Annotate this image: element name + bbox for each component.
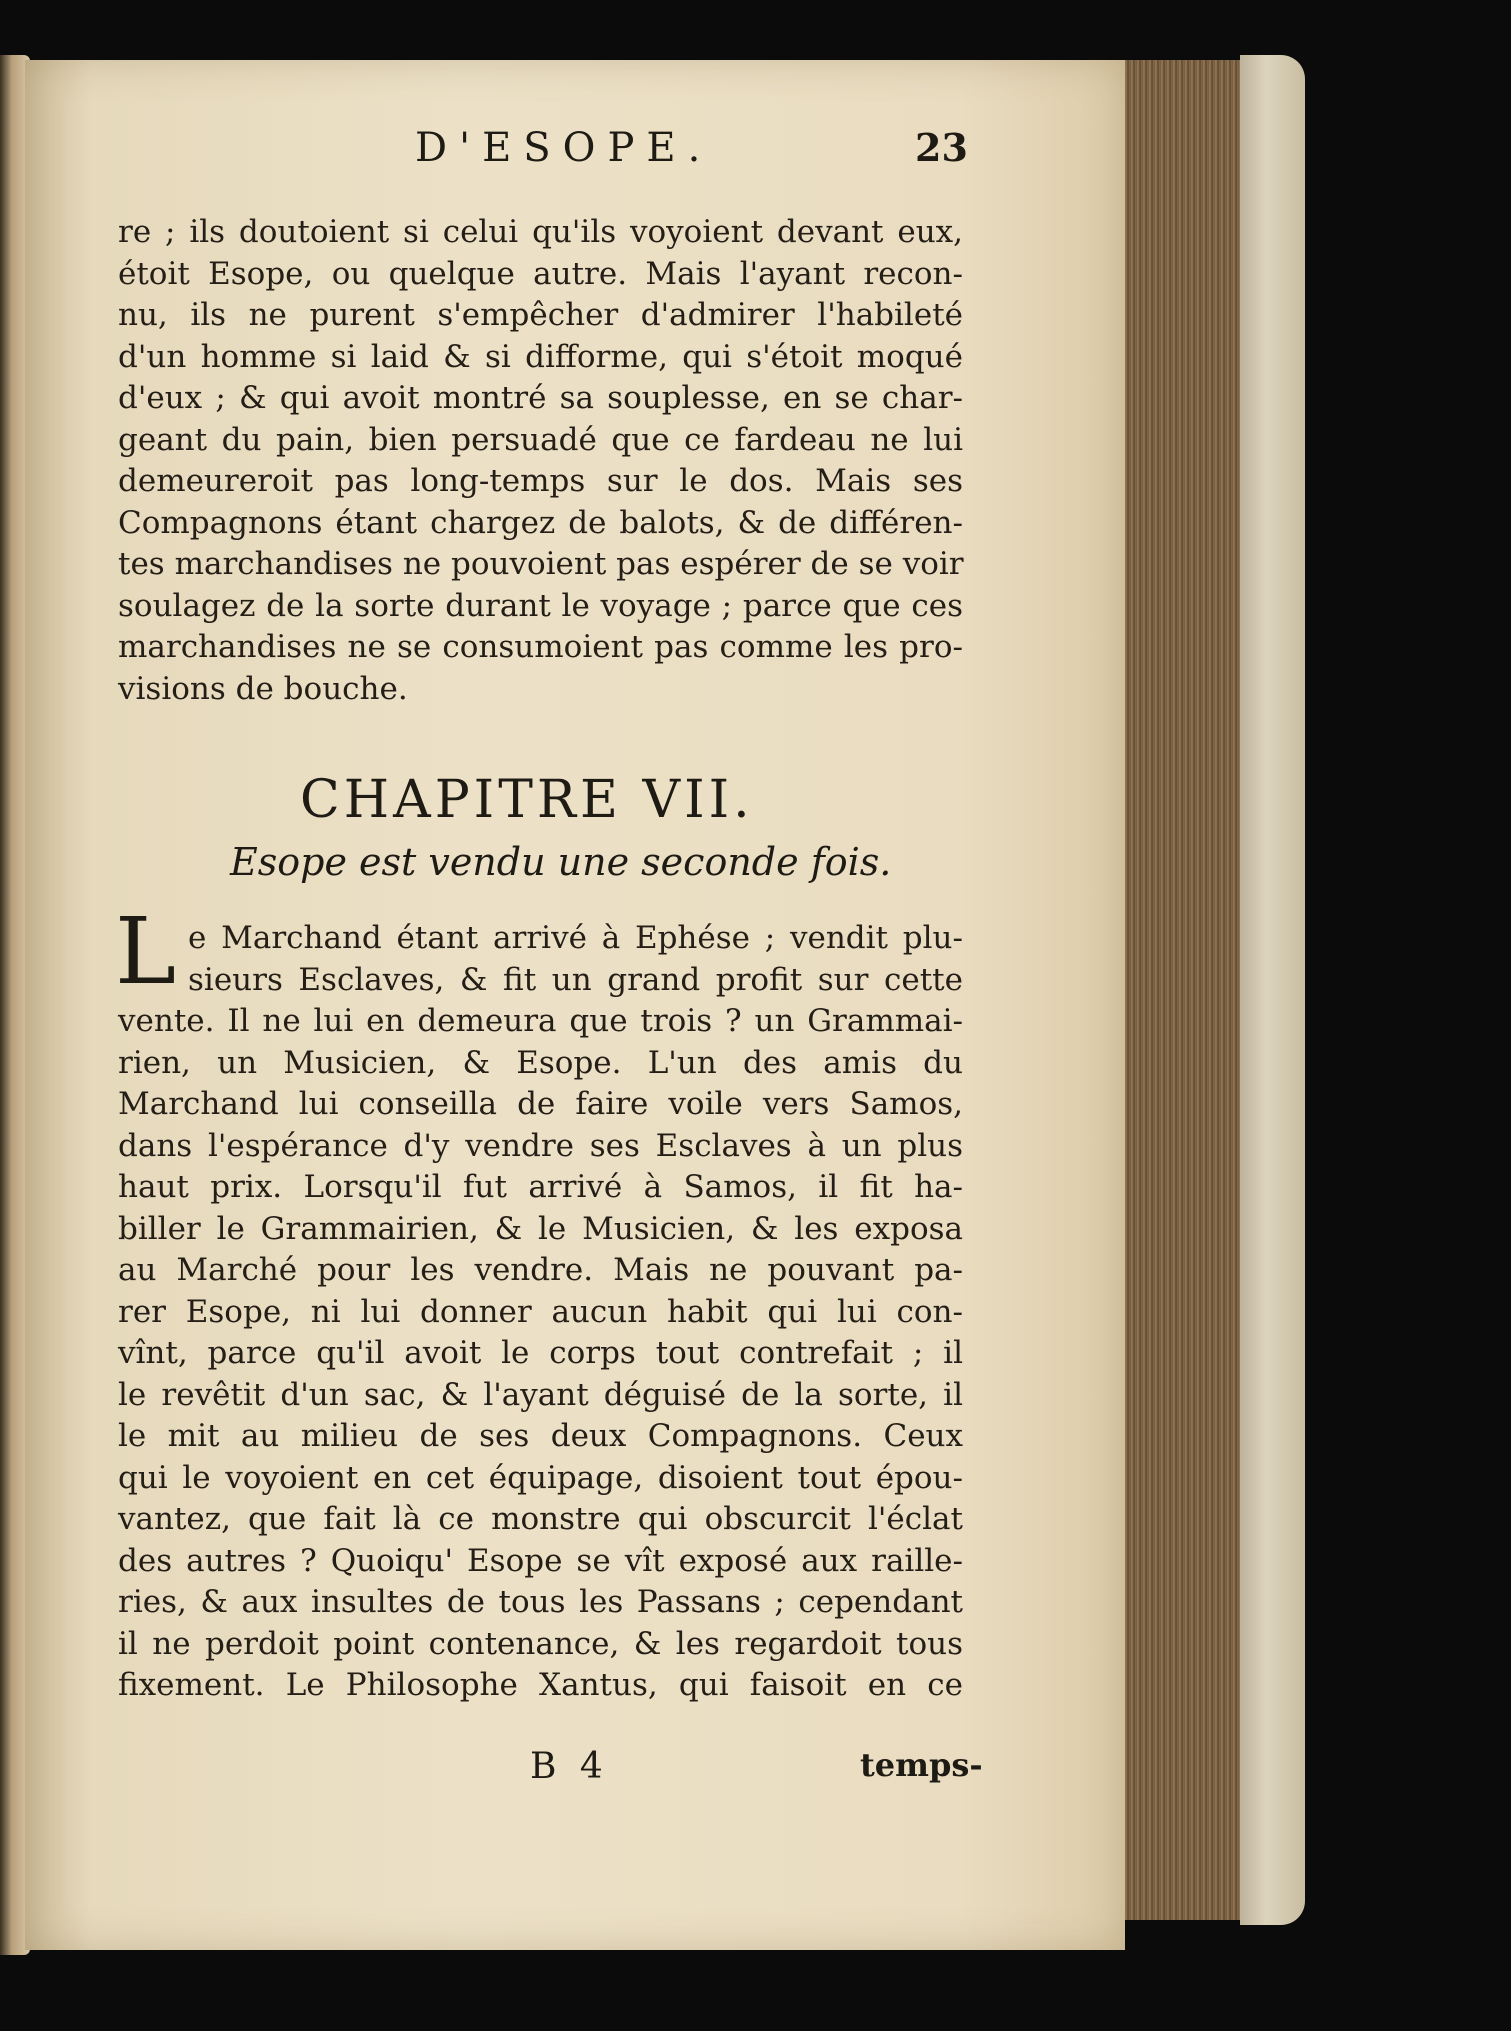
- text-line: d'un homme si laid & si difforme, qui s'étoit moqué: [118, 338, 963, 375]
- text-line: re ; ils doutoient si celui qu'ils voyoient devant eux,: [118, 214, 963, 250]
- text-line: ries, & aux insultes de tous les Passans ; cependant: [118, 1584, 963, 1620]
- text-line: des autres ? Quoiqu' Esope se vît exposé aux raille-: [118, 1542, 963, 1579]
- text-line: visions de bouche.: [118, 670, 408, 707]
- text-line: dans l'espérance d'y vendre ses Esclaves à un plus: [118, 1127, 963, 1164]
- text-line: vantez, que fait là ce monstre qui obscurcit l'éclat: [118, 1501, 963, 1537]
- text-line: le mit au milieu de ses deux Compagnons. Ceux: [118, 1418, 963, 1454]
- text-line: e Marchand étant arrivé à Ephése ; vendit plu-: [188, 920, 963, 956]
- chapter-title: CHAPITRE VII.: [300, 770, 754, 830]
- text-line: sieurs Esclaves, & fit un grand profit sur cette: [188, 961, 963, 998]
- text-line: le revêtit d'un sac, & l'ayant déguisé de la sorte, il: [118, 1376, 963, 1413]
- text-line: au Marché pour les vendre. Mais ne pouvant pa-: [118, 1252, 963, 1288]
- text-line: rer Esope, ni lui donner aucun habit qui lui con-: [118, 1293, 963, 1330]
- book-cover: [1240, 55, 1305, 1925]
- text-line: vente. Il ne lui en demeura que trois ? un Grammai-: [118, 1003, 963, 1039]
- chapter-subtitle: Esope est vendu une seconde fois.: [230, 840, 892, 884]
- text-line: Marchand lui conseilla de faire voile vers Samos,: [118, 1086, 963, 1122]
- signature-mark: B 4: [530, 1746, 609, 1787]
- text-line: vînt, parce qu'il avoit le corps tout contrefait ; il: [118, 1335, 963, 1371]
- text-line: soulagez de la sorte durant le voyage ; parce que ces: [118, 587, 963, 624]
- text-line: geant du pain, bien persuadé que ce fardeau ne lui: [118, 421, 963, 458]
- text-line: nu, ils ne purent s'empêcher d'admirer l'habileté: [118, 297, 963, 333]
- body-paragraph: [118, 1001, 963, 1707]
- text-line: il ne perdoit point contenance, & les regardoit tous: [118, 1625, 963, 1662]
- text-line: tes marchandises ne pouvoient pas espérer de se voir: [118, 546, 964, 582]
- text-line: marchandises ne se consumoient pas comme les pro-: [118, 629, 963, 665]
- top-paragraph: [118, 212, 963, 710]
- drop-cap: L: [115, 898, 177, 1005]
- running-head: D'ESOPE.: [415, 125, 713, 171]
- text-line: étoit Esope, ou quelque autre. Mais l'ayant recon-: [118, 255, 963, 292]
- text-line: fixement. Le Philosophe Xantus, qui faisoit en ce: [118, 1667, 963, 1703]
- text-line: Compagnons étant chargez de balots, & de différen-: [118, 504, 963, 541]
- page-number: 23: [915, 125, 968, 170]
- catchword: temps-: [860, 1746, 983, 1784]
- text-line: d'eux ; & qui avoit montré sa souplesse, en se char-: [118, 380, 963, 416]
- text-line: haut prix. Lorsqu'il fut arrivé à Samos, il fit ha-: [118, 1169, 963, 1205]
- text-line: qui le voyoient en cet équipage, disoient tout épou-: [118, 1459, 963, 1496]
- indented-lines: [188, 918, 963, 1001]
- text-line: rien, un Musicien, & Esope. L'un des amis du: [118, 1044, 963, 1081]
- text-line: demeureroit pas long-temps sur le dos. Mais ses: [118, 463, 963, 499]
- text-line: biller le Grammairien, & le Musicien, & les exposa: [118, 1210, 963, 1247]
